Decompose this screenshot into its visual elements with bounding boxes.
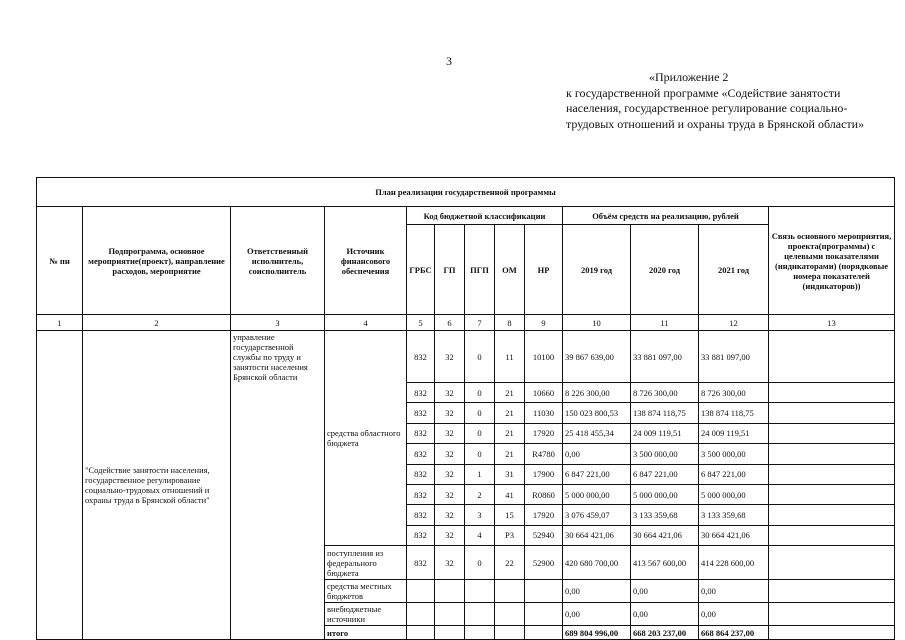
cell-2020: 5 000 000,00 — [631, 484, 699, 504]
header-budget-code: Код бюджетной классификации — [407, 207, 563, 225]
cell-gp: 32 — [435, 331, 465, 383]
cell-np: R0860 — [525, 484, 563, 504]
cell-np: 10100 — [525, 331, 563, 383]
cell-2020: 30 664 421,06 — [631, 525, 699, 545]
cell-2020: 6 847 221,00 — [631, 464, 699, 484]
cell-2020: 8 726 300,00 — [631, 383, 699, 403]
cell-pgp: 0 — [465, 444, 495, 464]
cell-np: 10660 — [525, 383, 563, 403]
cell-pgp: 0 — [465, 331, 495, 383]
cell-link — [769, 383, 895, 403]
cell-link — [769, 331, 895, 383]
header-gp: ГП — [435, 225, 465, 315]
cell-gp: 32 — [435, 423, 465, 443]
header-om: ОМ — [495, 225, 525, 315]
cell-gp: 32 — [435, 484, 465, 504]
cell-2020: 0,00 — [631, 580, 699, 603]
cell-2020: 24 009 119,51 — [631, 423, 699, 443]
cell-gp — [435, 626, 465, 640]
cell-np: 17900 — [525, 464, 563, 484]
cell-2019: 3 076 459,07 — [563, 505, 631, 525]
header-source: Источник финансового обеспечения — [325, 207, 407, 315]
cell-2020: 33 881 097,00 — [631, 331, 699, 383]
cell-np: R4780 — [525, 444, 563, 464]
cell-gp: 32 — [435, 383, 465, 403]
cell-om: 21 — [495, 444, 525, 464]
appendix-header — [566, 70, 896, 132]
table-title: План реализации государственной программы — [37, 178, 895, 207]
header-np: НР — [525, 225, 563, 315]
cell-2021: 30 664 421,06 — [699, 525, 769, 545]
cell-om: 31 — [495, 464, 525, 484]
total-2020: 668 203 237,00 — [631, 626, 699, 640]
cell-grbs: 832 — [407, 546, 435, 580]
cell-2021: 414 228 600,00 — [699, 546, 769, 580]
cell-link — [769, 403, 895, 423]
cell-2021: 33 881 097,00 — [699, 331, 769, 383]
cell-2020: 138 874 118,75 — [631, 403, 699, 423]
cell-pgp: 2 — [465, 484, 495, 504]
column-numbers-row — [37, 315, 895, 331]
source-local: средства местных бюджетов — [325, 580, 407, 603]
total-2019: 689 804 996,00 — [563, 626, 631, 640]
cell-2021: 6 847 221,00 — [699, 464, 769, 484]
header-program: Подпрограмма, основное мероприятие(проект), направление расходов, мероприятие — [83, 207, 231, 315]
cell-om: 21 — [495, 403, 525, 423]
cell-2021: 3 500 000,00 — [699, 444, 769, 464]
cell-2021: 5 000 000,00 — [699, 484, 769, 504]
cell-grbs: 832 — [407, 403, 435, 423]
cell-2021: 3 133 359,68 — [699, 505, 769, 525]
source-federal: поступления из федерального бюджета — [325, 546, 407, 580]
cell-link — [769, 464, 895, 484]
col-number: 7 — [465, 315, 495, 331]
page-number: 3 — [446, 54, 452, 68]
cell-2020: 3 500 000,00 — [631, 444, 699, 464]
cell-link — [769, 546, 895, 580]
appendix-line-2: к государственной программе «Содействие занятости — [566, 85, 841, 100]
source-extrabudgetary: внебюджетные источники — [325, 603, 407, 626]
cell-np: 11030 — [525, 403, 563, 423]
header-num: № пн — [37, 207, 83, 315]
cell-gp: 32 — [435, 525, 465, 545]
header-executor: Ответственный исполнитель, соисполнитель — [231, 207, 325, 315]
cell-2021: 0,00 — [699, 580, 769, 603]
cell-link — [769, 444, 895, 464]
header-funds: Объём средств на реализацию, рублей — [563, 207, 769, 225]
cell-om — [495, 603, 525, 626]
cell-link — [769, 484, 895, 504]
cell-pgp — [465, 603, 495, 626]
table-row — [37, 331, 895, 383]
cell-2019: 6 847 221,00 — [563, 464, 631, 484]
cell-om: 15 — [495, 505, 525, 525]
cell-om: P3 — [495, 525, 525, 545]
cell-grbs: 832 — [407, 423, 435, 443]
cell-link — [769, 525, 895, 545]
col-number: 9 — [525, 315, 563, 331]
header-2021: 2021 год — [699, 225, 769, 315]
row-number-cell — [37, 331, 83, 640]
cell-np: 17920 — [525, 505, 563, 525]
cell-grbs: 832 — [407, 525, 435, 545]
cell-gp — [435, 603, 465, 626]
cell-2021: 24 009 119,51 — [699, 423, 769, 443]
cell-grbs — [407, 580, 435, 603]
cell-link — [769, 580, 895, 603]
col-number: 1 — [37, 315, 83, 331]
appendix-line-3: населения, государственное регулирование социально- — [566, 101, 848, 115]
cell-link — [769, 603, 895, 626]
cell-grbs — [407, 626, 435, 640]
program-name: "Содействие занятости населения, государственное регулирование социально-трудовых отношений и охраны труда в Брянской области" — [83, 331, 231, 640]
col-number: 4 — [325, 315, 407, 331]
col-number: 2 — [83, 315, 231, 331]
appendix-line-1: «Приложение 2 — [649, 70, 729, 84]
cell-gp — [435, 580, 465, 603]
cell-2019: 39 867 639,00 — [563, 331, 631, 383]
cell-gp: 32 — [435, 464, 465, 484]
total-label: итого — [325, 626, 407, 640]
cell-2021: 0,00 — [699, 603, 769, 626]
plan-table — [36, 177, 895, 640]
cell-grbs: 832 — [407, 484, 435, 504]
cell-om — [495, 580, 525, 603]
cell-pgp: 3 — [465, 505, 495, 525]
header-link: Связь основного мероприятия, проекта(программы) с целевыми показателями (индикаторами) (порядковые номера показателей (индикаторов)) — [769, 207, 895, 315]
header-2019: 2019 год — [563, 225, 631, 315]
cell-link — [769, 505, 895, 525]
cell-pgp: 0 — [465, 423, 495, 443]
cell-om: 11 — [495, 331, 525, 383]
total-2021: 668 864 237,00 — [699, 626, 769, 640]
cell-link — [769, 423, 895, 443]
col-number: 10 — [563, 315, 631, 331]
header-2020: 2020 год — [631, 225, 699, 315]
cell-pgp: 4 — [465, 525, 495, 545]
cell-gp: 32 — [435, 546, 465, 580]
cell-grbs: 832 — [407, 444, 435, 464]
cell-pgp — [465, 580, 495, 603]
cell-grbs: 832 — [407, 505, 435, 525]
col-number: 6 — [435, 315, 465, 331]
col-number: 12 — [699, 315, 769, 331]
cell-grbs — [407, 603, 435, 626]
cell-gp: 32 — [435, 403, 465, 423]
header-grbs: ГРБС — [407, 225, 435, 315]
cell-pgp — [465, 626, 495, 640]
cell-2019: 30 664 421,06 — [563, 525, 631, 545]
col-number: 8 — [495, 315, 525, 331]
cell-grbs: 832 — [407, 464, 435, 484]
cell-pgp: 0 — [465, 383, 495, 403]
cell-2019: 0,00 — [563, 444, 631, 464]
cell-pgp: 1 — [465, 464, 495, 484]
cell-2020: 413 567 600,00 — [631, 546, 699, 580]
cell-2019: 5 000 000,00 — [563, 484, 631, 504]
cell-om: 21 — [495, 423, 525, 443]
cell-pgp: 0 — [465, 546, 495, 580]
cell-grbs: 832 — [407, 331, 435, 383]
cell-gp: 32 — [435, 505, 465, 525]
cell-2021: 138 874 118,75 — [699, 403, 769, 423]
cell-np: 17920 — [525, 423, 563, 443]
cell-2019: 0,00 — [563, 603, 631, 626]
col-number: 11 — [631, 315, 699, 331]
cell-grbs: 832 — [407, 383, 435, 403]
executor-name: управление государственной службы по труду и занятости населения Брянской области — [231, 331, 325, 640]
header-pgp: ПГП — [465, 225, 495, 315]
cell-2021: 8 726 300,00 — [699, 383, 769, 403]
cell-np — [525, 626, 563, 640]
col-number: 13 — [769, 315, 895, 331]
cell-np: 52900 — [525, 546, 563, 580]
col-number: 3 — [231, 315, 325, 331]
cell-2020: 3 133 359,68 — [631, 505, 699, 525]
cell-gp: 32 — [435, 444, 465, 464]
cell-om: 22 — [495, 546, 525, 580]
cell-link — [769, 626, 895, 640]
cell-om — [495, 626, 525, 640]
cell-om: 41 — [495, 484, 525, 504]
cell-2019: 25 418 455,34 — [563, 423, 631, 443]
cell-np — [525, 603, 563, 626]
cell-2019: 150 023 800,53 — [563, 403, 631, 423]
cell-om: 21 — [495, 383, 525, 403]
cell-2019: 0,00 — [563, 580, 631, 603]
appendix-line-4: трудовых отношений и охраны труда в Брянской области» — [566, 116, 865, 131]
cell-2019: 8 226 300,00 — [563, 383, 631, 403]
cell-pgp: 0 — [465, 403, 495, 423]
source-regional: средства областного бюджета — [325, 331, 407, 546]
cell-np — [525, 580, 563, 603]
cell-2019: 420 680 700,00 — [563, 546, 631, 580]
col-number: 5 — [407, 315, 435, 331]
cell-2020: 0,00 — [631, 603, 699, 626]
cell-np: 52940 — [525, 525, 563, 545]
